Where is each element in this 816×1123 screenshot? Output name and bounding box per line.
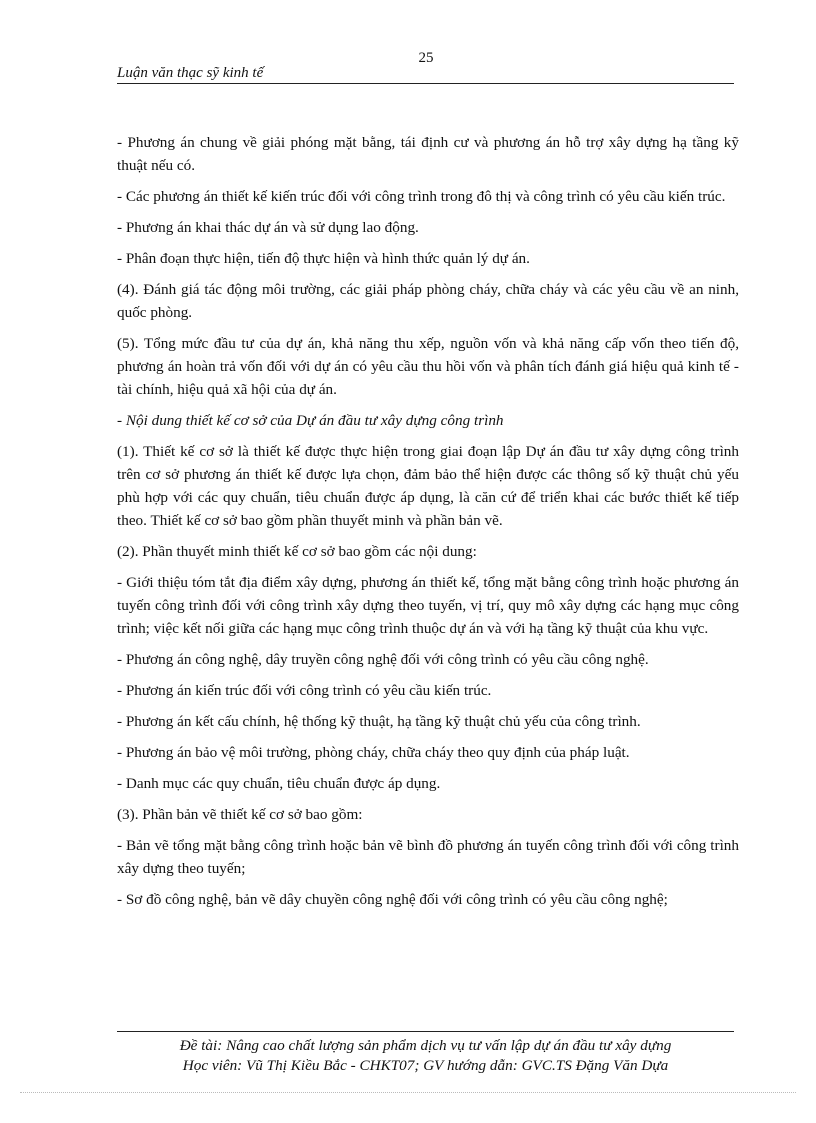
footer-divider xyxy=(117,1031,734,1032)
paragraph: - Phương án khai thác dự án và sử dụng lao động. xyxy=(117,219,419,236)
page-number: 25 xyxy=(418,50,434,66)
paragraph: - Sơ đồ công nghệ, bản vẽ dây chuyền công nghệ đối với công trình có yêu cầu công nghệ; xyxy=(117,891,668,908)
paragraph: - Phương án công nghệ, dây truyền công nghệ đối với công trình có yêu cầu công nghệ. xyxy=(117,651,649,668)
footer-topic: Đề tài: Nâng cao chất lượng sản phẩm dịch vụ tư vấn lập dự án đầu tư xây dựng xyxy=(179,1037,672,1054)
body-text xyxy=(117,131,739,919)
paragraph: (5). Tổng mức đầu tư của dự án, khả năng thu xếp, nguồn vốn và khả năng cấp vốn theo tiến độ, phương án hoàn trả vốn đối với dự án có yêu cầu thu hồi vốn và phân tích đánh giá hiệu quả kinh tế - tài chính, hiệu quả xã hội của dự án. xyxy=(117,335,739,398)
paragraph: - Phương án kết cấu chính, hệ thống kỹ thuật, hạ tầng kỹ thuật chủ yếu của công trình. xyxy=(117,713,641,730)
paragraph: - Danh mục các quy chuẩn, tiêu chuẩn được áp dụng. xyxy=(117,775,441,792)
paragraph: (1). Thiết kế cơ sở là thiết kế được thực hiện trong giai đoạn lập Dự án đầu tư xây dựng công trình trên cơ sở phương án thiết kế được lựa chọn, đảm bảo thể hiện được các thông số kỹ thuật chủ yếu phù hợp với các quy chuẩn, tiêu chuẩn được áp dụng, là căn cứ để triển khai các bước thiết kế tiếp theo. Thiết kế cơ sở bao gồm phần thuyết minh và phần bản vẽ. xyxy=(117,443,739,529)
paragraph: - Phương án bảo vệ môi trường, phòng cháy, chữa cháy theo quy định của pháp luật. xyxy=(117,744,630,761)
paragraph: - Giới thiệu tóm tắt địa điểm xây dựng, phương án thiết kế, tổng mặt bằng công trình hoặc phương án tuyến công trình đối với công trình xây dựng theo tuyến, vị trí, quy mô xây dựng các hạng mục công trình; việc kết nối giữa các hạng mục công trình thuộc dự án và với hạ tầng kỹ thuật của khu vực. xyxy=(117,574,739,637)
section-heading: - Nội dung thiết kế cơ sở của Dự án đầu tư xây dựng công trình xyxy=(117,412,504,429)
paragraph: - Phân đoạn thực hiện, tiến độ thực hiện và hình thức quản lý dự án. xyxy=(117,250,530,267)
page-edge-divider xyxy=(20,1092,796,1093)
paragraph: (4). Đánh giá tác động môi trường, các giải pháp phòng cháy, chữa cháy và các yêu cầu về an ninh, quốc phòng. xyxy=(117,281,739,321)
paragraph: (3). Phần bản vẽ thiết kế cơ sở bao gồm: xyxy=(117,806,363,823)
paragraph: - Phương án kiến trúc đối với công trình có yêu cầu kiến trúc. xyxy=(117,682,492,699)
paragraph: (2). Phần thuyết minh thiết kế cơ sở bao gồm các nội dung: xyxy=(117,543,477,560)
paragraph: - Phương án chung về giải phóng mặt bằng, tái định cư và phương án hỗ trợ xây dựng hạ tầng kỹ thuật nếu có. xyxy=(117,134,739,174)
footer-student: Học viên: Vũ Thị Kiều Bắc - CHKT07; GV hướng dẫn: GVC.TS Đặng Văn Dựa xyxy=(182,1057,669,1074)
running-footer xyxy=(117,1036,734,1076)
paragraph: - Các phương án thiết kế kiến trúc đối với công trình trong đô thị và công trình có yêu cầu kiến trúc. xyxy=(117,188,726,205)
running-header: Luận văn thạc sỹ kinh tế xyxy=(117,64,734,84)
paragraph: - Bản vẽ tổng mặt bằng công trình hoặc bản vẽ bình đồ phương án tuyến công trình đối với công trình xây dựng theo tuyến; xyxy=(117,837,739,877)
